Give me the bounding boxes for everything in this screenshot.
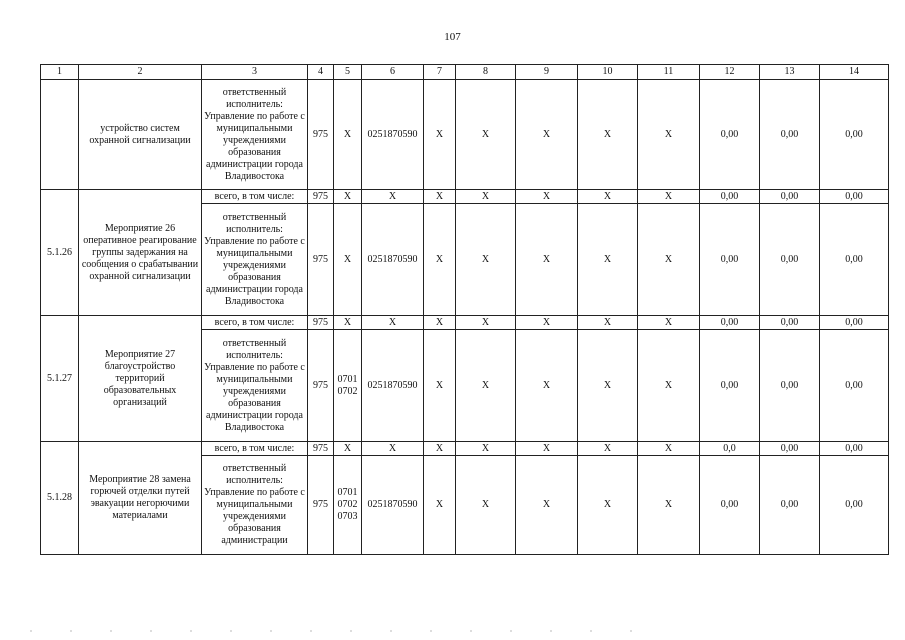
value-cell-11: X — [638, 204, 700, 316]
value-cell-12: 0,0 — [700, 442, 760, 456]
executor-cell: ответственный исполнитель: Управление по работе с муниципальными учреждениями образования администрации — [202, 456, 308, 555]
column-header: 9 — [516, 65, 578, 80]
section-code-cell — [334, 456, 362, 555]
value-cell-13: 0,00 — [760, 456, 820, 555]
value-cell-13: 0,00 — [760, 330, 820, 442]
value-cell-8: X — [456, 442, 516, 456]
item-description: Мероприятие 26 оперативное реагирование группы задержания на сообщения о срабатывании охранной сигнализации — [79, 190, 202, 316]
value-cell-12: 0,00 — [700, 330, 760, 442]
grbs-code-cell: 975 — [308, 316, 334, 330]
executor-cell: всего, в том числе: — [202, 190, 308, 204]
value-cell-6: X — [362, 190, 424, 204]
value-cell-10: X — [578, 456, 638, 555]
value-cell-8: X — [456, 456, 516, 555]
section-code-cell — [334, 316, 362, 330]
grbs-code-cell: 975 — [308, 204, 334, 316]
column-header: 5 — [334, 65, 362, 80]
value-cell-14: 0,00 — [820, 190, 889, 204]
value-cell-9: X — [516, 442, 578, 456]
value-cell-14: 0,00 — [820, 442, 889, 456]
value-cell-9: X — [516, 456, 578, 555]
grbs-code-cell: 975 — [308, 456, 334, 555]
table-row — [41, 316, 889, 330]
value-cell-6: X — [362, 442, 424, 456]
section-code: 0703 — [337, 511, 358, 522]
value-cell-14: 0,00 — [820, 204, 889, 316]
section-code: 0702 — [337, 385, 358, 397]
value-cell-6: 0251870590 — [362, 204, 424, 316]
value-cell-8: X — [456, 190, 516, 204]
section-code: 0701 — [337, 373, 358, 385]
section-code: X — [343, 128, 352, 140]
value-cell-13: 0,00 — [760, 316, 820, 330]
column-header: 14 — [820, 65, 889, 80]
item-description: устройство систем охранной сигнализации — [79, 80, 202, 190]
value-cell-12: 0,00 — [700, 204, 760, 316]
section-code: 0702 — [337, 499, 358, 510]
section-code: X — [343, 442, 352, 454]
value-cell-14: 0,00 — [820, 316, 889, 330]
table-row — [41, 190, 889, 204]
grbs-code-cell: 975 — [308, 190, 334, 204]
column-header: 10 — [578, 65, 638, 80]
value-cell-12: 0,00 — [700, 456, 760, 555]
section-code: X — [343, 253, 352, 265]
value-cell-13: 0,00 — [760, 442, 820, 456]
executor-cell: всего, в том числе: — [202, 316, 308, 330]
table-row — [41, 80, 889, 190]
item-description: Мероприятие 28 замена горючей отделки путей эвакуации негорючими материалами — [79, 442, 202, 555]
column-header: 6 — [362, 65, 424, 80]
page-number: 107 — [444, 31, 461, 43]
value-cell-9: X — [516, 330, 578, 442]
table-body — [41, 80, 889, 555]
value-cell-11: X — [638, 190, 700, 204]
value-cell-12: 0,00 — [700, 80, 760, 190]
value-cell-6: X — [362, 316, 424, 330]
value-cell-9: X — [516, 316, 578, 330]
value-cell-13: 0,00 — [760, 190, 820, 204]
value-cell-11: X — [638, 330, 700, 442]
item-code: 5.1.27 — [41, 316, 79, 442]
value-cell-13: 0,00 — [760, 204, 820, 316]
value-cell-13: 0,00 — [760, 80, 820, 190]
value-cell-11: X — [638, 80, 700, 190]
value-cell-11: X — [638, 442, 700, 456]
item-description: Мероприятие 27 благоустройство территорий образовательных организаций — [79, 316, 202, 442]
grbs-code-cell: 975 — [308, 330, 334, 442]
value-cell-10: X — [578, 204, 638, 316]
value-cell-12: 0,00 — [700, 190, 760, 204]
section-code-cell — [334, 204, 362, 316]
budget-table — [40, 64, 889, 555]
value-cell-10: X — [578, 190, 638, 204]
scan-artifacts — [0, 628, 905, 634]
value-cell-14: 0,00 — [820, 456, 889, 555]
value-cell-7: X — [424, 190, 456, 204]
value-cell-7: X — [424, 316, 456, 330]
item-code — [41, 80, 79, 190]
value-cell-6: 0251870590 — [362, 80, 424, 190]
column-header: 4 — [308, 65, 334, 80]
item-code: 5.1.26 — [41, 190, 79, 316]
value-cell-11: X — [638, 316, 700, 330]
value-cell-12: 0,00 — [700, 316, 760, 330]
grbs-code-cell: 975 — [308, 442, 334, 456]
value-cell-7: X — [424, 204, 456, 316]
value-cell-7: X — [424, 330, 456, 442]
section-code: X — [343, 190, 352, 202]
executor-cell: ответственный исполнитель: Управление по работе с муниципальными учреждениями образования администрации города Владивостока — [202, 330, 308, 442]
column-number-row — [41, 65, 889, 80]
table-row — [41, 442, 889, 456]
value-cell-9: X — [516, 204, 578, 316]
grbs-code-cell: 975 — [308, 80, 334, 190]
value-cell-8: X — [456, 330, 516, 442]
column-header: 12 — [700, 65, 760, 80]
executor-cell: ответственный исполнитель: Управление по работе с муниципальными учреждениями образования администрации города Владивостока — [202, 80, 308, 190]
section-code-cell — [334, 330, 362, 442]
value-cell-7: X — [424, 80, 456, 190]
executor-cell: ответственный исполнитель: Управление по работе с муниципальными учреждениями образования администрации города Владивостока — [202, 204, 308, 316]
section-code-cell — [334, 442, 362, 456]
column-header: 8 — [456, 65, 516, 80]
value-cell-8: X — [456, 316, 516, 330]
value-cell-8: X — [456, 80, 516, 190]
value-cell-14: 0,00 — [820, 80, 889, 190]
value-cell-10: X — [578, 442, 638, 456]
column-header: 1 — [41, 65, 79, 80]
value-cell-7: X — [424, 442, 456, 456]
section-code-cell — [334, 190, 362, 204]
column-header: 7 — [424, 65, 456, 80]
value-cell-11: X — [638, 456, 700, 555]
item-code: 5.1.28 — [41, 442, 79, 555]
value-cell-9: X — [516, 190, 578, 204]
value-cell-8: X — [456, 204, 516, 316]
value-cell-10: X — [578, 316, 638, 330]
value-cell-6: 0251870590 — [362, 456, 424, 555]
column-header: 2 — [79, 65, 202, 80]
value-cell-7: X — [424, 456, 456, 555]
executor-cell: всего, в том числе: — [202, 442, 308, 456]
value-cell-14: 0,00 — [820, 330, 889, 442]
value-cell-9: X — [516, 80, 578, 190]
section-code-cell — [334, 80, 362, 190]
value-cell-10: X — [578, 80, 638, 190]
value-cell-6: 0251870590 — [362, 330, 424, 442]
section-code: 0701 — [337, 487, 358, 498]
column-header: 13 — [760, 65, 820, 80]
section-code: X — [343, 316, 352, 328]
column-header: 11 — [638, 65, 700, 80]
column-header: 3 — [202, 65, 308, 80]
value-cell-10: X — [578, 330, 638, 442]
